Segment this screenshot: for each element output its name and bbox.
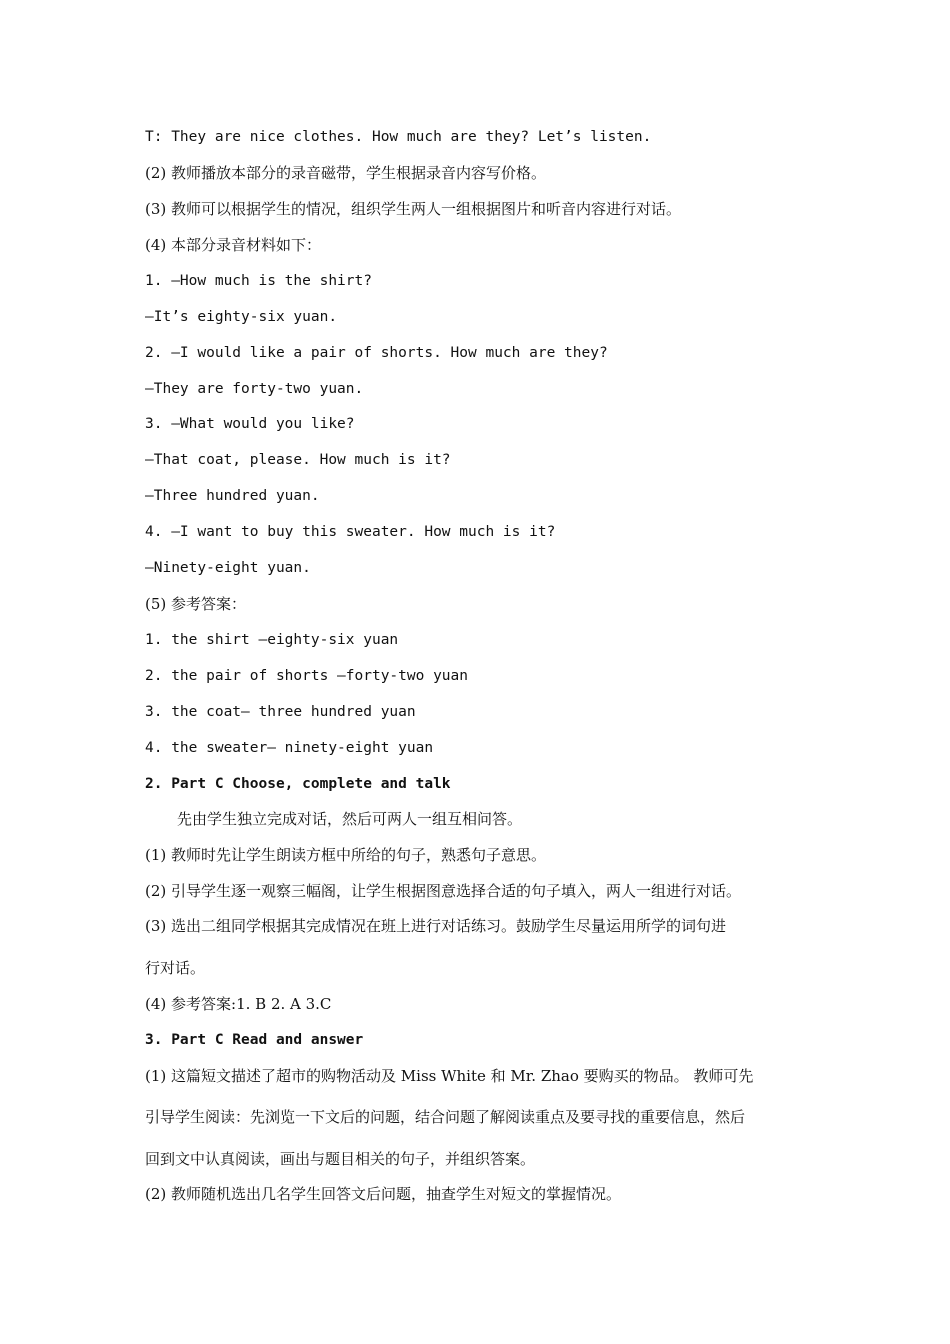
step-3-text: (3) 选出二组同学根据其完成情况在班上进行对话练习。鼓励学生尽量运用所学的词句进 [145, 917, 727, 935]
section-heading-part-c-choose: 2. Part C Choose, complete and talk [145, 776, 451, 792]
script-line: —Three hundred yuan. [145, 488, 320, 504]
section-heading-part-c-read: 3. Part C Read and answer [145, 1032, 364, 1048]
script-line: 4. —I want to buy this sweater. How much is it? [145, 524, 556, 540]
step-1-continuation: 回到文中认真阅读，画出与题目相关的句子，并组织答案。 [145, 1150, 536, 1168]
script-line: 3. —What would you like? [145, 416, 355, 432]
script-line: —Ninety-eight yuan. [145, 560, 311, 576]
step-2-text: (2) 教师播放本部分的录音磁带，学生根据录音内容写价格。 [145, 164, 547, 182]
step-2-text: (2) 引导学生逐一观察三幅阁，让学生根据图意选择合适的句子填入，两人一组进行对话。 [145, 882, 742, 900]
intro-paragraph: 先由学生独立完成对话，然后可两人一组互相问答。 [177, 810, 523, 828]
answer-line: 2. the pair of shorts —forty-two yuan [145, 668, 469, 684]
step-1-continuation: 引导学生阅读：先浏览一下文后的问题，结合问题了解阅读重点及要寻找的重要信息，然后 [145, 1108, 746, 1126]
step-2-text: (2) 教师随机选出几名学生回答文后问题，抽查学生对短文的掌握情况。 [145, 1185, 622, 1203]
step-3-continuation: 行对话。 [145, 959, 206, 977]
script-line: 2. —I would like a pair of shorts. How much are they? [145, 345, 608, 361]
script-line: —It’s eighty-six yuan. [145, 309, 338, 325]
answer-line: 1. the shirt —eighty-six yuan [145, 632, 399, 648]
script-line: 1. —How much is the shirt? [145, 273, 372, 289]
step-4-answers: (4) 参考答案:1. B 2. A 3.C [145, 995, 332, 1013]
step-4-text: (4) 本部分录音材料如下： [145, 236, 322, 254]
step-5-text: (5) 参考答案： [145, 595, 247, 613]
script-line: —That coat, please. How much is it? [145, 452, 451, 468]
step-3-text: (3) 教师可以根据学生的情况，组织学生两人一组根据图片和听音内容进行对话。 [145, 200, 682, 218]
script-line: —They are forty-two yuan. [145, 381, 364, 397]
answer-line: 4. the sweater— ninety-eight yuan [145, 740, 434, 756]
step-1-text: (1) 教师时先让学生朗读方框中所给的句子，熟悉句子意思。 [145, 846, 547, 864]
answer-line: 3. the coat— three hundred yuan [145, 704, 416, 720]
step-1-text: (1) 这篇短文描述了超市的购物活动及 Miss White 和 Mr. Zhao 要购买的物品。 教师可先 [145, 1067, 754, 1085]
dialogue-line: T: They are nice clothes. How much are they? Let’s listen. [145, 129, 652, 145]
